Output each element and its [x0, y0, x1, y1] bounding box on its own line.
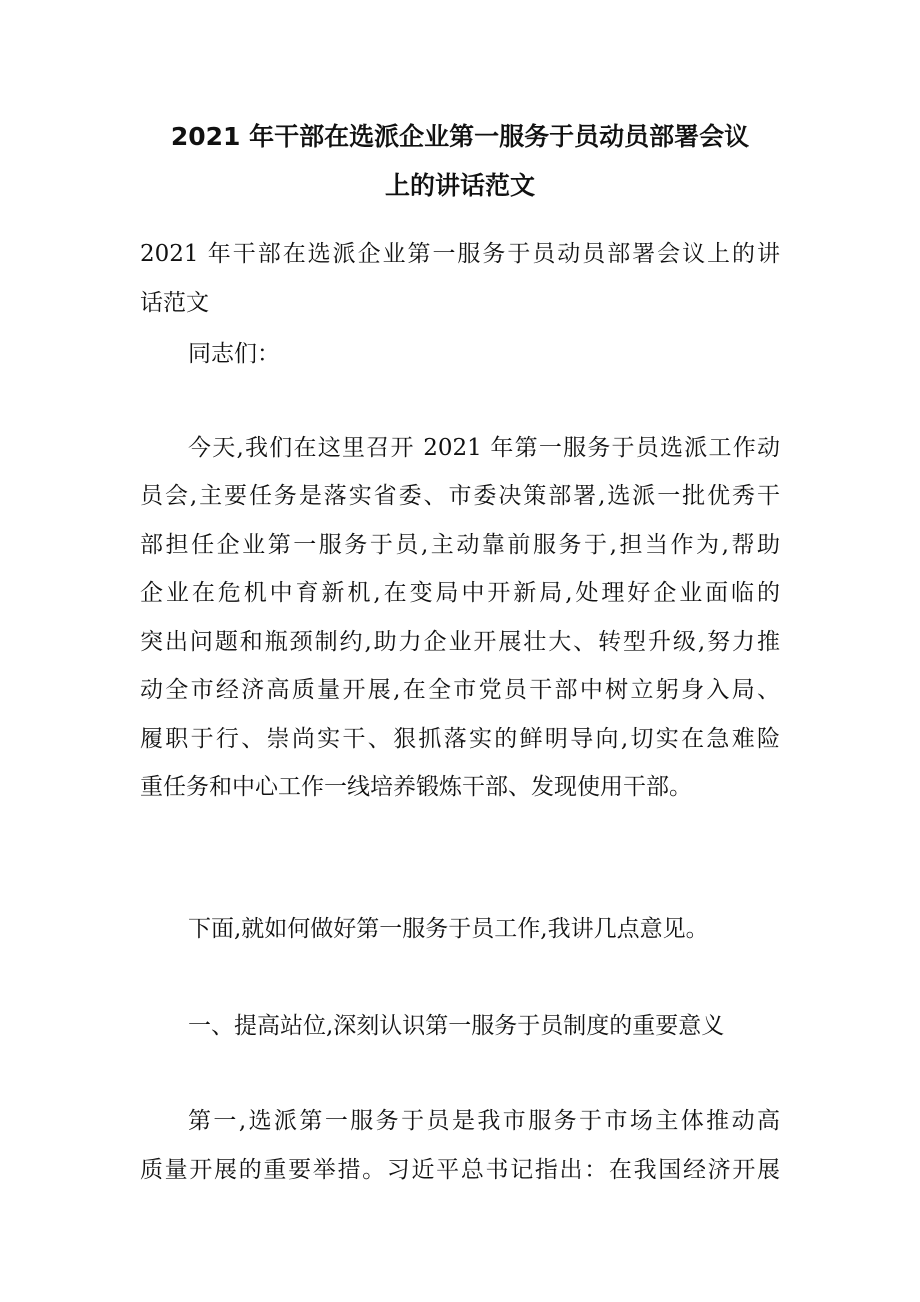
paragraph-3-line-2: 质量开展的重要举措。习近平总书记指出：在我国经济开展: [140, 1157, 780, 1183]
section-heading-1: 一、提高站位,深刻认识第一服务于员制度的重要意义: [188, 1013, 725, 1039]
paragraph-1-line-8: 重任务和中心工作一线培养锻炼干部、发现使用干部。: [140, 774, 692, 800]
paragraph-3-line-1: 第一,选派第一服务于员是我市服务于市场主体推动高: [188, 1108, 780, 1134]
paragraph-1-line-2: 员会,主要任务是落实省委、市委决策部署,选派一批优秀干: [140, 483, 780, 509]
paragraph-1-line-7: 履职于行、崇尚实干、狠抓落实的鲜明导向,切实在急难险: [140, 726, 780, 752]
document-title-line-2: 上的讲话范文: [384, 171, 535, 200]
paragraph-1-line-5: 突出问题和瓶颈制约,助力企业开展壮大、转型升级,努力推: [140, 629, 780, 655]
subtitle-line-1: 2021 年干部在选派企业第一服务于员动员部署会议上的讲: [140, 241, 780, 267]
paragraph-1-line-1: 今天,我们在这里召开 2021 年第一服务于员选派工作动: [188, 435, 780, 461]
paragraph-1-line-3: 部担任企业第一服务于员,主动靠前服务于,担当作为,帮助: [140, 532, 780, 558]
paragraph-1-line-4: 企业在危机中育新机,在变局中开新局,处理好企业面临的: [140, 580, 780, 606]
salutation: 同志们：: [188, 341, 280, 367]
subtitle-line-2: 话范文: [140, 290, 209, 316]
document-title-line-1: 2021 年干部在选派企业第一服务于员动员部署会议: [170, 122, 750, 151]
paragraph-2: 下面,就如何做好第一服务于员工作,我讲几点意见。: [188, 916, 709, 942]
paragraph-1-line-6: 动全市经济高质量开展,在全市党员干部中树立躬身入局、: [140, 677, 780, 703]
